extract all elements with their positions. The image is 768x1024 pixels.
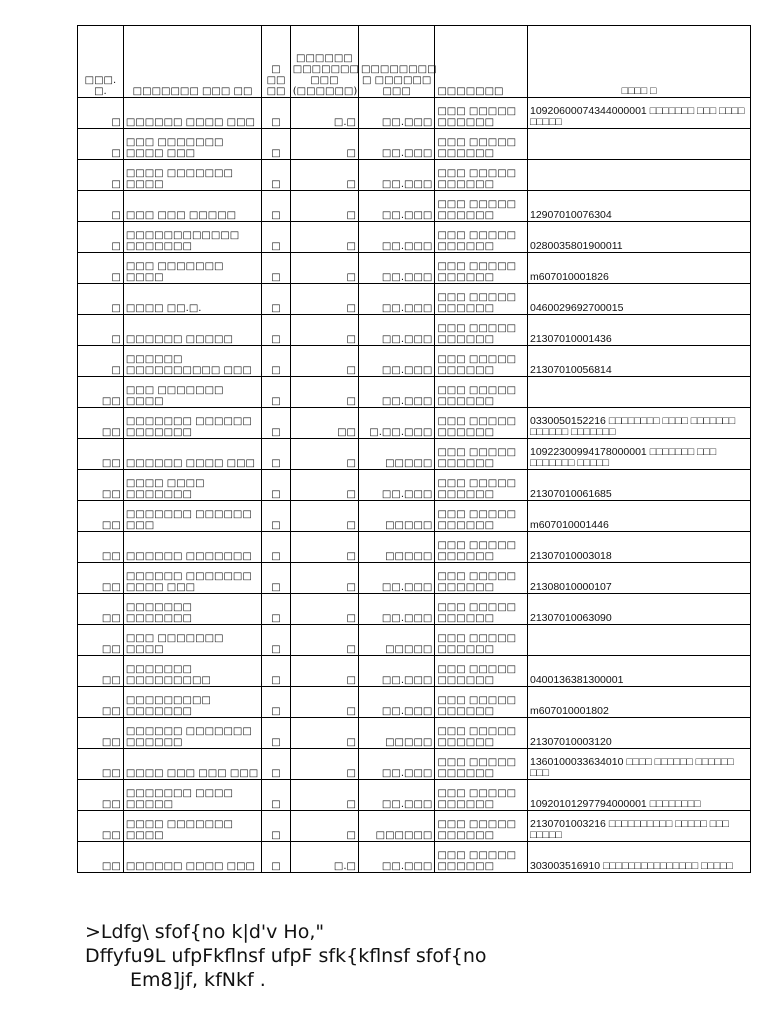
table-header-row	[78, 26, 751, 98]
table-row	[78, 563, 751, 594]
cell-account: 0330050152216 □□□□□□□□ □□□□ □□□□□□□ □□□□□□ □□□□□□□	[527, 408, 750, 439]
cell-amount: □□.□□□	[358, 687, 434, 718]
table-row	[78, 656, 751, 687]
table-row	[78, 377, 751, 408]
cell-bank: □□□ □□□□□ □□□□□□	[435, 408, 528, 439]
table-row	[78, 532, 751, 563]
cell-bank: □□□ □□□□□ □□□□□□	[435, 222, 528, 253]
cell-serial: □□	[78, 842, 124, 873]
cell-serial: □	[78, 284, 124, 315]
cell-serial: □	[78, 129, 124, 160]
cell-amount: □□.□□□	[358, 284, 434, 315]
cell-quantity: □	[290, 780, 358, 811]
footer-text	[85, 920, 725, 992]
cell-name: □□□□□□ □□□□ □□□	[123, 439, 261, 470]
cell-ward: □	[262, 563, 291, 594]
cell-name: □□□□□□□□□□□□ □□□□□□□	[123, 222, 261, 253]
table-row	[78, 749, 751, 780]
cell-serial: □□	[78, 656, 124, 687]
cell-bank: □□□ □□□□□ □□□□□□	[435, 501, 528, 532]
cell-serial: □□	[78, 687, 124, 718]
cell-bank: □□□ □□□□□ □□□□□□	[435, 811, 528, 842]
table-row	[78, 222, 751, 253]
cell-name: □□□□ □□.□.	[123, 284, 261, 315]
cell-account: m607010001446	[527, 501, 750, 532]
cell-name: □□□ □□□□□□□ □□□□	[123, 625, 261, 656]
cell-ward: □	[262, 842, 291, 873]
cell-bank: □□□ □□□□□ □□□□□□	[435, 656, 528, 687]
cell-amount: □□.□□□	[358, 160, 434, 191]
header-serial: □□□. □.	[78, 26, 124, 98]
cell-quantity: □	[290, 749, 358, 780]
table-row	[78, 191, 751, 222]
header-ward: □ □□ □□	[262, 26, 291, 98]
cell-serial: □	[78, 253, 124, 284]
cell-name: □□□ □□□□□□□ □□□□ □□□	[123, 129, 261, 160]
cell-name: □□□□□□ □□□□□□□ □□□□ □□□	[123, 563, 261, 594]
cell-ward: □	[262, 346, 291, 377]
cell-name: □□□□□□□ □□□□□□ □□□□□□□	[123, 408, 261, 439]
cell-name: □□□□ □□□□ □□□□□□□	[123, 470, 261, 501]
cell-serial: □□	[78, 749, 124, 780]
beneficiary-table	[77, 25, 751, 873]
cell-quantity: □	[290, 191, 358, 222]
cell-account: 10920600074344000001 □□□□□□□ □□□ □□□□ □□□□□	[527, 98, 750, 129]
cell-account	[527, 129, 750, 160]
cell-account: 21307010003018	[527, 532, 750, 563]
cell-amount: □□.□□□	[358, 315, 434, 346]
cell-account: 21307010056814	[527, 346, 750, 377]
cell-ward: □	[262, 532, 291, 563]
cell-quantity: □	[290, 160, 358, 191]
cell-serial: □	[78, 315, 124, 346]
cell-name: □□□□□□ □□□□□	[123, 315, 261, 346]
cell-serial: □□	[78, 439, 124, 470]
cell-account: 2130701003216 □□□□□□□□□□ □□□□□ □□□ □□□□□	[527, 811, 750, 842]
table-row	[78, 346, 751, 377]
cell-quantity: □	[290, 346, 358, 377]
cell-name: □□□□□□ □□□□□□□□□□ □□□	[123, 346, 261, 377]
cell-account: 0460029692700015	[527, 284, 750, 315]
header-account: □□□□ □	[527, 26, 750, 98]
table-row	[78, 439, 751, 470]
cell-amount: □□.□□□	[358, 842, 434, 873]
cell-account: 10922300994178000001 □□□□□□□ □□□ □□□□□□□ □□□□□	[527, 439, 750, 470]
cell-quantity: □.□	[290, 98, 358, 129]
cell-serial: □	[78, 191, 124, 222]
cell-serial: □	[78, 98, 124, 129]
cell-amount: □□.□□□	[358, 191, 434, 222]
cell-name: □□□□□□□ □□□□□□ □□□	[123, 501, 261, 532]
cell-account	[527, 625, 750, 656]
cell-ward: □	[262, 780, 291, 811]
cell-amount: □□.□□□	[358, 656, 434, 687]
cell-amount: □□□□□	[358, 501, 434, 532]
table-body	[78, 98, 751, 873]
table-row	[78, 842, 751, 873]
cell-amount: □□.□□□	[358, 98, 434, 129]
table-row	[78, 501, 751, 532]
cell-account: m607010001802	[527, 687, 750, 718]
cell-amount: □□.□□□	[358, 129, 434, 160]
cell-amount: □□□□□	[358, 532, 434, 563]
cell-quantity: □	[290, 253, 358, 284]
cell-amount: □□.□□□	[358, 222, 434, 253]
cell-account: 1360100033634010 □□□□ □□□□□□ □□□□□□ □□□	[527, 749, 750, 780]
cell-account: 0400136381300001	[527, 656, 750, 687]
table-row	[78, 718, 751, 749]
cell-serial: □	[78, 160, 124, 191]
footer-line-2: Dffyfu9L ufpFkflnsf ufpF sfk{kflnsf sfof{no	[85, 945, 487, 967]
cell-amount: □□.□□□	[358, 377, 434, 408]
cell-bank: □□□ □□□□□ □□□□□□	[435, 439, 528, 470]
cell-ward: □	[262, 160, 291, 191]
table-row	[78, 315, 751, 346]
cell-quantity: □	[290, 718, 358, 749]
cell-serial: □□	[78, 408, 124, 439]
cell-name: □□□ □□□□□□□ □□□□	[123, 377, 261, 408]
table-row	[78, 594, 751, 625]
footer-line-1: >Ldfg\ sfof{no k|d'v Ho,"	[85, 921, 325, 943]
cell-bank: □□□ □□□□□ □□□□□□	[435, 346, 528, 377]
cell-quantity: □	[290, 687, 358, 718]
cell-amount: □□.□□□	[358, 470, 434, 501]
cell-quantity: □	[290, 222, 358, 253]
cell-quantity: □	[290, 532, 358, 563]
table-row	[78, 253, 751, 284]
table-row	[78, 811, 751, 842]
cell-amount: □□.□□□	[358, 749, 434, 780]
cell-name: □□□ □□□ □□□□□	[123, 191, 261, 222]
cell-quantity: □	[290, 625, 358, 656]
cell-account: m607010001826	[527, 253, 750, 284]
cell-amount: □□□□□□	[358, 811, 434, 842]
cell-name: □□□□ □□□□□□□ □□□□	[123, 160, 261, 191]
cell-ward: □	[262, 408, 291, 439]
table-row	[78, 687, 751, 718]
header-quantity: □□□□□□ □□□□□□□ □□□ (□□□□□□)	[290, 26, 358, 98]
cell-ward: □	[262, 501, 291, 532]
cell-serial: □□	[78, 811, 124, 842]
cell-bank: □□□ □□□□□ □□□□□□	[435, 780, 528, 811]
cell-account	[527, 160, 750, 191]
cell-bank: □□□ □□□□□ □□□□□□	[435, 563, 528, 594]
cell-bank: □□□ □□□□□ □□□□□□	[435, 253, 528, 284]
cell-quantity: □	[290, 811, 358, 842]
header-amount: □□□□□□□□ □ □□□□□□ □□□	[358, 26, 434, 98]
cell-quantity: □	[290, 470, 358, 501]
cell-bank: □□□ □□□□□ □□□□□□	[435, 470, 528, 501]
cell-ward: □	[262, 98, 291, 129]
cell-ward: □	[262, 811, 291, 842]
cell-bank: □□□ □□□□□ □□□□□□	[435, 687, 528, 718]
cell-name: □□□□□□ □□□□ □□□	[123, 842, 261, 873]
cell-account: 0280035801900011	[527, 222, 750, 253]
cell-quantity: □	[290, 129, 358, 160]
table-row	[78, 160, 751, 191]
cell-bank: □□□ □□□□□ □□□□□□	[435, 284, 528, 315]
cell-bank: □□□ □□□□□ □□□□□□	[435, 129, 528, 160]
cell-bank: □□□ □□□□□ □□□□□□	[435, 749, 528, 780]
cell-name: □□□□□□ □□□□□□□	[123, 532, 261, 563]
cell-name: □□□□ □□□ □□□ □□□	[123, 749, 261, 780]
cell-quantity: □	[290, 315, 358, 346]
cell-amount: □□.□□□	[358, 594, 434, 625]
cell-ward: □	[262, 687, 291, 718]
cell-amount: □□.□□□	[358, 780, 434, 811]
cell-serial: □	[78, 346, 124, 377]
cell-amount: □□□□□	[358, 625, 434, 656]
cell-name: □□□□□□ □□□□ □□□	[123, 98, 261, 129]
cell-serial: □	[78, 222, 124, 253]
table-row	[78, 408, 751, 439]
cell-quantity: □	[290, 594, 358, 625]
cell-name: □□□□□□□ □□□□□□□	[123, 594, 261, 625]
table-row	[78, 780, 751, 811]
cell-ward: □	[262, 315, 291, 346]
cell-serial: □□	[78, 594, 124, 625]
table-row	[78, 625, 751, 656]
cell-name: □□□□□□□ □□□□□□□□□	[123, 656, 261, 687]
cell-bank: □□□ □□□□□ □□□□□□	[435, 160, 528, 191]
cell-quantity: □	[290, 284, 358, 315]
footer-line-3: Em8]jf, kfNkf .	[130, 969, 266, 991]
table-row	[78, 129, 751, 160]
cell-amount: □□□□□	[358, 439, 434, 470]
cell-serial: □□	[78, 377, 124, 408]
cell-amount: □□.□□□	[358, 346, 434, 377]
cell-account: 21307010061685	[527, 470, 750, 501]
cell-name: □□□□□□□ □□□□ □□□□□	[123, 780, 261, 811]
cell-quantity: □□	[290, 408, 358, 439]
cell-account	[527, 377, 750, 408]
cell-account: 21308010000107	[527, 563, 750, 594]
cell-amount: □□.□□□	[358, 253, 434, 284]
cell-account: 21307010001436	[527, 315, 750, 346]
cell-bank: □□□ □□□□□ □□□□□□	[435, 191, 528, 222]
cell-quantity: □	[290, 377, 358, 408]
cell-bank: □□□ □□□□□ □□□□□□	[435, 718, 528, 749]
cell-ward: □	[262, 253, 291, 284]
cell-ward: □	[262, 377, 291, 408]
cell-name: □□□□□□□□□ □□□□□□□	[123, 687, 261, 718]
cell-account: 21307010003120	[527, 718, 750, 749]
cell-ward: □	[262, 129, 291, 160]
cell-serial: □□	[78, 780, 124, 811]
table-row	[78, 470, 751, 501]
header-bank: □□□□□□□	[435, 26, 528, 98]
cell-name: □□□□□□ □□□□□□□ □□□□□□	[123, 718, 261, 749]
cell-name: □□□ □□□□□□□ □□□□	[123, 253, 261, 284]
cell-amount: □.□□.□□□	[358, 408, 434, 439]
cell-serial: □□	[78, 718, 124, 749]
cell-ward: □	[262, 191, 291, 222]
cell-name: □□□□ □□□□□□□ □□□□	[123, 811, 261, 842]
table-row	[78, 98, 751, 129]
cell-account: 303003516910 □□□□□□□□□□□□□□□ □□□□□	[527, 842, 750, 873]
cell-quantity: □.□	[290, 842, 358, 873]
cell-account: 12907010076304	[527, 191, 750, 222]
cell-quantity: □	[290, 656, 358, 687]
cell-serial: □□	[78, 501, 124, 532]
cell-amount: □□□□□	[358, 718, 434, 749]
cell-bank: □□□ □□□□□ □□□□□□	[435, 315, 528, 346]
cell-bank: □□□ □□□□□ □□□□□□	[435, 377, 528, 408]
cell-account: 21307010063090	[527, 594, 750, 625]
cell-bank: □□□ □□□□□ □□□□□□	[435, 98, 528, 129]
header-name: □□□□□□□ □□□ □□	[123, 26, 261, 98]
cell-ward: □	[262, 625, 291, 656]
cell-quantity: □	[290, 563, 358, 594]
cell-ward: □	[262, 284, 291, 315]
cell-ward: □	[262, 594, 291, 625]
cell-bank: □□□ □□□□□ □□□□□□	[435, 594, 528, 625]
cell-quantity: □	[290, 439, 358, 470]
cell-bank: □□□ □□□□□ □□□□□□	[435, 532, 528, 563]
cell-ward: □	[262, 470, 291, 501]
cell-serial: □□	[78, 532, 124, 563]
cell-ward: □	[262, 439, 291, 470]
cell-ward: □	[262, 656, 291, 687]
table-row	[78, 284, 751, 315]
cell-ward: □	[262, 222, 291, 253]
cell-ward: □	[262, 718, 291, 749]
cell-serial: □□	[78, 470, 124, 501]
cell-serial: □□	[78, 625, 124, 656]
cell-amount: □□.□□□	[358, 563, 434, 594]
cell-ward: □	[262, 749, 291, 780]
cell-bank: □□□ □□□□□ □□□□□□	[435, 842, 528, 873]
cell-account: 10920101297794000001 □□□□□□□□	[527, 780, 750, 811]
cell-serial: □□	[78, 563, 124, 594]
cell-bank: □□□ □□□□□ □□□□□□	[435, 625, 528, 656]
cell-quantity: □	[290, 501, 358, 532]
